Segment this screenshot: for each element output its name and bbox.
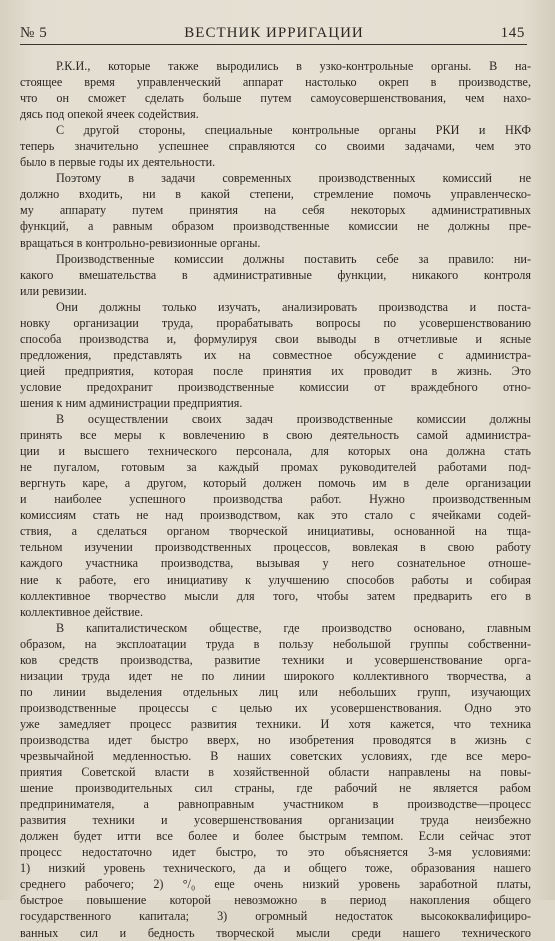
text-line: среднего рабочего; 2) °/₀ еще очень низкий уровень заработной платы,: [20, 877, 531, 892]
text-line: производственные процессы с целью их усовершенствования. Одно это: [20, 700, 531, 715]
text-line: должен будет итти все более и более быстрым темпом. Если сейчас этот: [20, 829, 531, 844]
paragraph: [20, 122, 531, 170]
text-line: вергнуть каре, а другом, который должен помочь им в деле организации: [20, 476, 531, 491]
text-line: Поэтому в задачи современных производственных комиссий не: [56, 171, 531, 186]
text-line: процесс недостаточно идет быстро, то это объясняется 3-мя условиями:: [20, 845, 531, 860]
article-body: [20, 58, 531, 941]
text-line: В осуществлении своих задач производственные комиссии должны: [56, 412, 531, 427]
paragraph: [20, 251, 531, 299]
paragraph: [20, 299, 531, 411]
text-line: стоящее время управленческий аппарат настолько окреп в производстве,: [20, 75, 531, 90]
running-header: [20, 16, 525, 42]
text-line: цией предприятия, которая после принятия их проводит в жизнь. Это: [20, 363, 531, 378]
text-line: было в первые годы их деятельности.: [20, 155, 216, 170]
text-line: му аппарату путем принятия на себя некоторых административных: [20, 203, 531, 218]
text-line: дясь под опекой ячеек содействия.: [20, 107, 199, 122]
text-line: В капиталистическом обществе, где производство основано, главным: [56, 620, 531, 635]
text-line: предпринимателя, а равноправным участником в производстве—процесс: [20, 797, 531, 812]
text-line: приятия Советской власти в хозяйственной области направлены на повы-: [20, 765, 531, 780]
text-line: ванных сил и бедность творческой мысли среди нашего технического: [20, 925, 531, 940]
text-line: быстрое повышение которой невозможно в период накопления общего: [20, 893, 531, 908]
text-line: комиссиям стать не над производством, как это стало с ячейками содей-: [20, 508, 531, 523]
text-line: и наиболее успешного производства работ. Нужно производственным: [20, 492, 531, 507]
text-line: производства идет быстро вверх, но изобретения проводятся в жизнь с: [20, 732, 531, 747]
text-line: 1) низкий уровень технического, да и общего тоже, образования нашего: [20, 861, 531, 876]
text-line: новку организации труда, прорабатывать вопросы по усовершенствованию: [20, 315, 531, 330]
text-line: вращаться в контрольно-ревизионные органы.: [20, 235, 261, 250]
text-line: тельном изучении производственных процессов, вовлекая в свою работу: [20, 540, 531, 555]
text-line: Они должны только изучать, анализировать производства и поста-: [56, 299, 531, 314]
paragraph: [20, 58, 531, 122]
text-line: ствия, а сделаться органом творческой инициативы, основанной на тща-: [20, 524, 531, 539]
paragraph: [20, 170, 531, 250]
text-line: образом, на эксплоатации труда в пользу небольшой группы собственни-: [20, 636, 531, 651]
text-line: не пугалом, готовым за каждый промах руководителей работами под-: [20, 460, 531, 475]
text-line: Р.К.И., которые также выродились в узко-контрольные органы. В на-: [56, 59, 531, 73]
text-line: принять все меры к вовлечению в свою деятельность самой администра-: [20, 428, 531, 443]
journal-title: ВЕСТНИК ИРРИГАЦИИ: [184, 25, 364, 41]
text-line: чрезвычайной медленностью. В наших советских условиях, где все меро-: [20, 749, 531, 764]
text-line: предложения, представлять их на совместное обсуждение с администра-: [20, 347, 531, 362]
text-line: развития техники и усовершенствования организации труда неизбежно: [20, 813, 531, 828]
text-line: ние к работе, его инициативу к улучшению способов работы и собирая: [20, 572, 531, 587]
text-line: шения к ним администрации предприятия.: [20, 395, 243, 410]
text-line: какого вмешательства в административные функции, никакого контроля: [20, 267, 531, 282]
text-line: должно входить, ни в какой степени, стремление помочь управленческо-: [20, 187, 531, 202]
paragraph: [20, 620, 531, 941]
text-line: что он сможет сделать больше путем самоусовершенствования, чем нахо-: [20, 91, 531, 106]
page-number: 145: [500, 25, 525, 41]
text-line: шение производительных сил страны, где рабочий не является рабом: [20, 781, 531, 796]
text-line: или ревизии.: [20, 283, 87, 298]
text-line: государственного капитала; 3) огромный недостаток высококвалифициро-: [20, 909, 531, 924]
text-line: уже замедляет процесс развития техники. И хотя кажется, что техника: [20, 716, 531, 731]
text-line: ции и высшего технического персонала, для которых она должна стать: [20, 444, 531, 459]
text-line: низации труда идет не по линии широкого коллективного творчества, а: [20, 668, 531, 683]
text-line: ков средств производства, развитие техники и усовершенствование орга-: [20, 652, 531, 667]
text-line: С другой стороны, специальные контрольные органы РКИ и НКФ: [56, 123, 531, 138]
text-line: функций, а равным образом производственные комиссии не должны пре-: [20, 219, 531, 234]
text-line: Производственные комиссии должны поставить себе за правило: ни-: [56, 251, 531, 266]
header-rule: [20, 44, 527, 45]
text-line: по линии выделения отдельных лиц или небольших групп, изучающих: [20, 684, 531, 699]
text-line: каждого участника производства, вызывая у него сознательное отноше-: [20, 556, 531, 571]
text-line: коллективное действие.: [20, 604, 143, 619]
text-line: теперь значительно успешнее справляются со своими задачами, чем это: [20, 139, 531, 154]
text-line: коллективное творчество мысли для того, чтобы затем предварить его в: [20, 588, 531, 603]
text-line: условие предохранит производственные комиссии от враждебного отно-: [20, 379, 531, 394]
text-line: способа производства и, формулируя свои выводы в отчетливые и ясные: [20, 331, 531, 346]
paragraph: [20, 411, 531, 620]
issue-number: № 5: [20, 25, 48, 41]
